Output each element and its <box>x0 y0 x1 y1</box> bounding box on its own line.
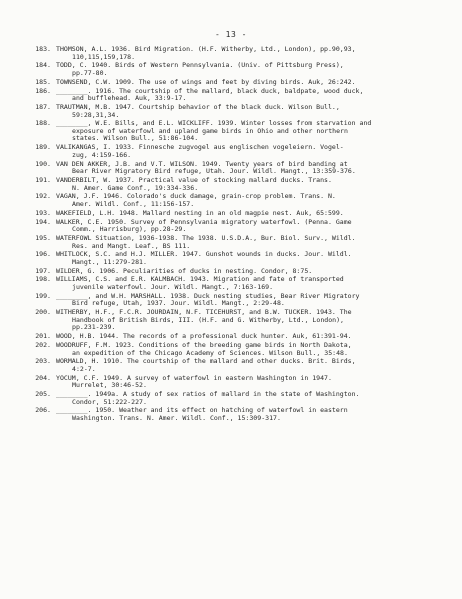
reference-number: 204. <box>35 373 51 382</box>
reference-text <box>56 375 454 390</box>
reference-line: an expedition of the Chicago Academy of Sciences. Wilson Bull., 35:48. <box>72 348 348 357</box>
reference-line: pp.231-239. <box>72 323 116 332</box>
reference-line: WALKER, C.E. 1950. Survey of Pennsylvania migratory waterfowl. (Penna. Game <box>56 217 352 226</box>
reference-entry <box>24 210 454 218</box>
reference-number: 206. <box>35 406 51 415</box>
reference-line: Washington. Trans. N. Amer. Wildl. Conf., 15:309-317. <box>72 414 281 423</box>
reference-entry <box>24 177 454 192</box>
reference-text <box>56 193 454 208</box>
reference-number: 203. <box>35 357 51 366</box>
reference-text <box>56 177 454 192</box>
reference-line: VAGAN, J.F. 1946. Colorado's duck damage, grain-crop problem. Trans. N. <box>56 192 336 201</box>
reference-line: ________, W.E. Bills, and E.L. WICKLIFF. 1939. Winter losses from starvation and <box>56 119 372 128</box>
reference-text <box>56 62 454 77</box>
reference-text <box>56 88 454 103</box>
reference-line: ________. 1949a. A study of sex ratios of mallard in the state of Washington. <box>56 390 360 399</box>
reference-text <box>56 407 454 422</box>
reference-line: Comm., Harrisburg), pp.28-29. <box>72 225 187 234</box>
reference-entry <box>24 79 454 87</box>
reference-line: VANDERBILT, W. 1937. Practical value of stocking mallard ducks. Trans. <box>56 176 332 184</box>
reference-number: 191. <box>35 176 51 184</box>
page-number: - 13 - <box>215 30 247 39</box>
reference-number: 190. <box>35 159 51 168</box>
reference-entry <box>24 193 454 208</box>
reference-entry <box>24 276 454 291</box>
reference-line: Murrelet, 30:46-52. <box>72 381 147 390</box>
reference-list <box>24 46 454 424</box>
reference-line: TOWNSEND, C.W. 1909. The use of wings and feet by diving birds. Auk, 26:242. <box>56 77 356 86</box>
reference-line: VAN DEN AKKER, J.B. and V.T. WILSON. 1949. Twenty years of bird banding at <box>56 159 348 168</box>
reference-line: WILDER, G. 1906. Peculiarities of ducks in nesting. Condor, 8:75. <box>56 266 313 275</box>
reference-line: WITHERBY, H.F., F.C.R. JOURDAIN, N.F. TICEHURST, and B.W. TUCKER. 1943. The <box>56 308 352 317</box>
reference-entry <box>24 144 454 159</box>
reference-number: 198. <box>35 275 51 284</box>
reference-line: ________. 1916. The courtship of the mallard, black duck, baldpate, wood duck, <box>56 86 364 95</box>
reference-line: ________. 1950. Weather and its effect on hatching of waterfowl in eastern <box>56 406 348 415</box>
reference-line: WORMALD, H. 1910. The courtship of the mallard and other ducks. Brit. Birds, <box>56 357 356 366</box>
reference-text <box>56 276 454 291</box>
reference-text <box>56 210 454 218</box>
reference-number: 193. <box>35 208 51 217</box>
reference-number: 192. <box>35 192 51 201</box>
reference-text <box>56 79 454 87</box>
reference-number: 202. <box>35 340 51 349</box>
reference-line: 59:28,31,34. <box>72 110 120 119</box>
reference-line: Bear River Migratory Bird refuge, Utah. Jour. Wildl. Mangt., 13:359-376. <box>72 167 356 176</box>
reference-line: Mangt., 11:279-281. <box>72 257 147 266</box>
reference-line: Handbook of British Birds, III. (H.F. and G. Witherby, Ltd., London), <box>72 315 344 324</box>
reference-entry <box>24 120 454 143</box>
reference-number: 197. <box>35 266 51 275</box>
reference-number: 189. <box>35 143 51 152</box>
reference-line: zug, 4:159-166. <box>72 150 132 159</box>
reference-entry <box>24 161 454 176</box>
reference-line: Amer. Wildl. Conf., 11:156-157. <box>72 199 195 208</box>
reference-text <box>56 268 454 276</box>
reference-line: YOCUM, C.F. 1949. A survey of waterfowl in eastern Washington in 1947. <box>56 373 332 382</box>
reference-number: 196. <box>35 250 51 259</box>
reference-text <box>56 104 454 119</box>
reference-line: states. Wilson Bull., 51:86-104. <box>72 134 199 143</box>
reference-line: N. Amer. Game Conf., 19:334-336. <box>72 183 199 192</box>
reference-line: Res. and Mangt. Leaf., BS 111. <box>72 241 191 250</box>
reference-entry <box>24 104 454 119</box>
reference-text <box>56 219 454 234</box>
reference-number: 201. <box>35 332 51 341</box>
reference-entry <box>24 62 454 77</box>
reference-text <box>56 251 454 266</box>
reference-line: WOODRUFF, F.M. 1923. Conditions of the breeding game birds in North Dakota, <box>56 340 352 349</box>
reference-line: Bird refuge, Utah, 1937. Jour. Wildl. Mangt., 2:29-48. <box>72 299 285 308</box>
reference-text <box>56 342 454 357</box>
reference-line: pp.77-80. <box>72 68 108 77</box>
reference-line: ________, and W.H. MARSHALL. 1938. Duck nesting studies, Bear River Migratory <box>56 291 360 300</box>
reference-line: 4:2-7. <box>72 364 96 373</box>
reference-entry <box>24 407 454 422</box>
reference-entry <box>24 333 454 341</box>
reference-entry <box>24 391 454 406</box>
reference-number: 194. <box>35 217 51 226</box>
reference-entry <box>24 293 454 308</box>
reference-number: 199. <box>35 291 51 300</box>
reference-text <box>56 161 454 176</box>
reference-text <box>56 309 454 332</box>
reference-entry <box>24 342 454 357</box>
reference-line: TRAUTMAN, M.B. 1947. Courtship behavior of the black duck. Wilson Bull., <box>56 102 340 111</box>
reference-entry <box>24 235 454 250</box>
reference-text <box>56 293 454 308</box>
reference-line: exposure of waterfowl and upland game birds in Ohio and other northern <box>72 126 348 135</box>
reference-text <box>56 235 454 250</box>
reference-text <box>56 120 454 143</box>
reference-line: THOMSON, A.L. 1936. Bird Migration. (H.F. Witherby, Ltd., London), pp.90,93, <box>56 45 356 53</box>
reference-text <box>56 333 454 341</box>
reference-line: and bufflehead. Auk, 33:9-17. <box>72 94 187 103</box>
reference-number: 184. <box>35 61 51 70</box>
reference-entry <box>24 88 454 103</box>
reference-entry <box>24 219 454 234</box>
reference-line: Condor, 51:222-227. <box>72 397 147 406</box>
reference-text <box>56 144 454 159</box>
reference-entry <box>24 251 454 266</box>
reference-entry <box>24 309 454 332</box>
reference-line: WHITLOCK, S.C. and H.J. MILLER. 1947. Gunshot wounds in ducks. Jour. Wildl. <box>56 250 352 259</box>
reference-line: WATERFOWL Situation, 1936-1938. The 1938. U.S.D.A., Bur. Biol. Surv., Wildl. <box>56 233 356 242</box>
reference-line: juvenile waterfowl. Jour. Wildl. Mangt., 7:163-169. <box>72 283 274 292</box>
reference-entry <box>24 375 454 390</box>
reference-line: WILLIAMS, C.S. and E.R. KALMBACH. 1943. Migration and fate of transported <box>56 275 344 284</box>
reference-number: 186. <box>35 86 51 95</box>
reference-number: 185. <box>35 77 51 86</box>
reference-entry <box>24 268 454 276</box>
reference-entry <box>24 46 454 61</box>
reference-number: 205. <box>35 390 51 399</box>
reference-line: WOOD, H.B. 1944. The records of a professional duck hunter. Auk, 61:391-94. <box>56 332 352 341</box>
reference-line: WAKEFIELD, L.H. 1948. Mallard nesting in an old magpie nest. Auk, 65:599. <box>56 208 344 217</box>
reference-number: 195. <box>35 233 51 242</box>
reference-text <box>56 358 454 373</box>
reference-number: 187. <box>35 102 51 111</box>
reference-number: 188. <box>35 119 51 128</box>
reference-line: 110,115,159,178. <box>72 52 136 61</box>
reference-number: 183. <box>35 45 51 53</box>
reference-text <box>56 46 454 61</box>
reference-line: VALIKANGAS, I. 1933. Finnesche zugvogel aus englischen vogeleiern. Vogel- <box>56 143 344 152</box>
reference-text <box>56 391 454 406</box>
reference-entry <box>24 358 454 373</box>
reference-number: 200. <box>35 308 51 317</box>
reference-line: TODD, C. 1940. Birds of Western Pennsylvania. (Univ. of Pittsburg Press), <box>56 61 344 70</box>
